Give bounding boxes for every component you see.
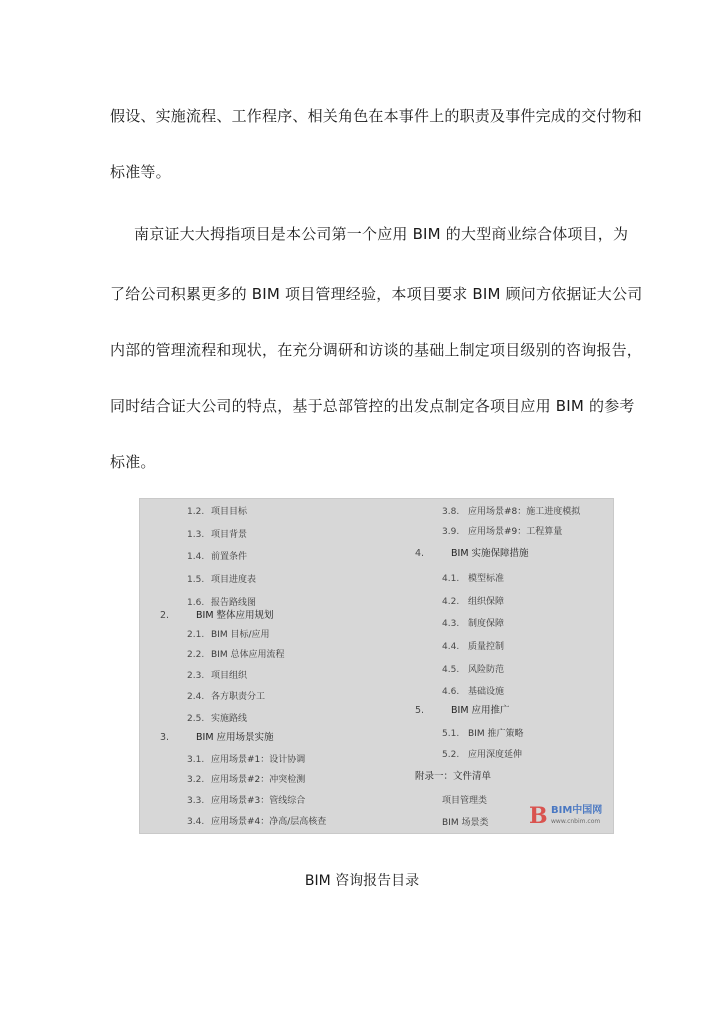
toc-entry: 附录一：文件清单 — [415, 771, 492, 782]
text-line: 内部的管理流程和现状，在充分调研和访谈的基础上制定项目级别的咨询报告， — [110, 341, 643, 359]
toc-entry: 3.1. 应用场景#1：设计协调 — [187, 755, 306, 765]
toc-entry: 3.2. 应用场景#2：冲突检测 — [187, 775, 306, 785]
text-line: 标准。 — [110, 453, 156, 471]
toc-entry: 3. BIM 应用场景实施 — [160, 732, 274, 743]
toc-entry: 1.2. 项目目标 — [187, 507, 248, 517]
toc-entry: 1.4. 前置条件 — [187, 552, 248, 562]
toc-entry: 1.3. 项目背景 — [187, 530, 248, 540]
toc-entry: 1.5. 项目进度表 — [187, 575, 257, 585]
toc-entry: 5.1. BIM 推广策略 — [442, 729, 524, 739]
logo-mark-icon: B — [529, 803, 548, 829]
bim-china-logo — [529, 803, 609, 829]
toc-entry: 2.3. 项目组织 — [187, 671, 248, 681]
toc-entry: 3.4. 应用场景#4：净高/层高核查 — [187, 817, 327, 827]
toc-entry: 5.2. 应用深度延伸 — [442, 750, 523, 760]
toc-entry: 4.5. 风险防范 — [442, 665, 505, 675]
text-line: 南京证大大拇指项目是本公司第一个应用 BIM 的大型商业综合体项目，为 — [134, 225, 629, 243]
text-line: 了给公司积累更多的 BIM 项目管理经验，本项目要求 BIM 顾问方依据证大公司 — [110, 285, 643, 303]
toc-entry: 4.2. 组织保障 — [442, 597, 505, 607]
figure-caption: BIM 咨询报告目录 — [304, 873, 420, 889]
toc-figure — [139, 498, 614, 834]
toc-entry: 2. BIM 整体应用规划 — [160, 610, 274, 621]
toc-entry: 4. BIM 实施保障措施 — [415, 548, 529, 559]
toc-entry: 3.8. 应用场景#8：施工进度模拟 — [442, 507, 581, 517]
toc-entry: 4.3. 制度保障 — [442, 619, 505, 629]
toc-entry: 2.2. BIM 总体应用流程 — [187, 650, 285, 660]
text-line: 标准等。 — [110, 163, 171, 181]
toc-entry: 2.1. BIM 目标/应用 — [187, 630, 270, 640]
logo-url: www.cnbim.com — [551, 818, 601, 825]
toc-entry: 3.3. 应用场景#3：管线综合 — [187, 796, 306, 806]
logo-brand: BIM中国网 — [551, 805, 603, 816]
toc-entry: 4.6. 基础设施 — [442, 687, 505, 697]
toc-entry: 3.9. 应用场景#9：工程算量 — [442, 527, 563, 537]
toc-entry: BIM 场景类 — [442, 818, 489, 828]
text-line: 同时结合证大公司的特点，基于总部管控的出发点制定各项目应用 BIM 的参考 — [110, 397, 635, 415]
toc-entry: 项目管理类 — [442, 796, 488, 806]
text-line: 假设、实施流程、工作程序、相关角色在本事件上的职责及事件完成的交付物和 — [110, 107, 643, 125]
toc-entry: 2.5. 实施路线 — [187, 714, 248, 724]
toc-entry: 5. BIM 应用推广 — [415, 705, 510, 716]
toc-entry: 2.4. 各方职责分工 — [187, 692, 266, 702]
toc-entry: 4.1. 模型标准 — [442, 574, 505, 584]
toc-entry: 4.4. 质量控制 — [442, 642, 505, 652]
toc-entry: 1.6. 报告路线图 — [187, 598, 257, 608]
